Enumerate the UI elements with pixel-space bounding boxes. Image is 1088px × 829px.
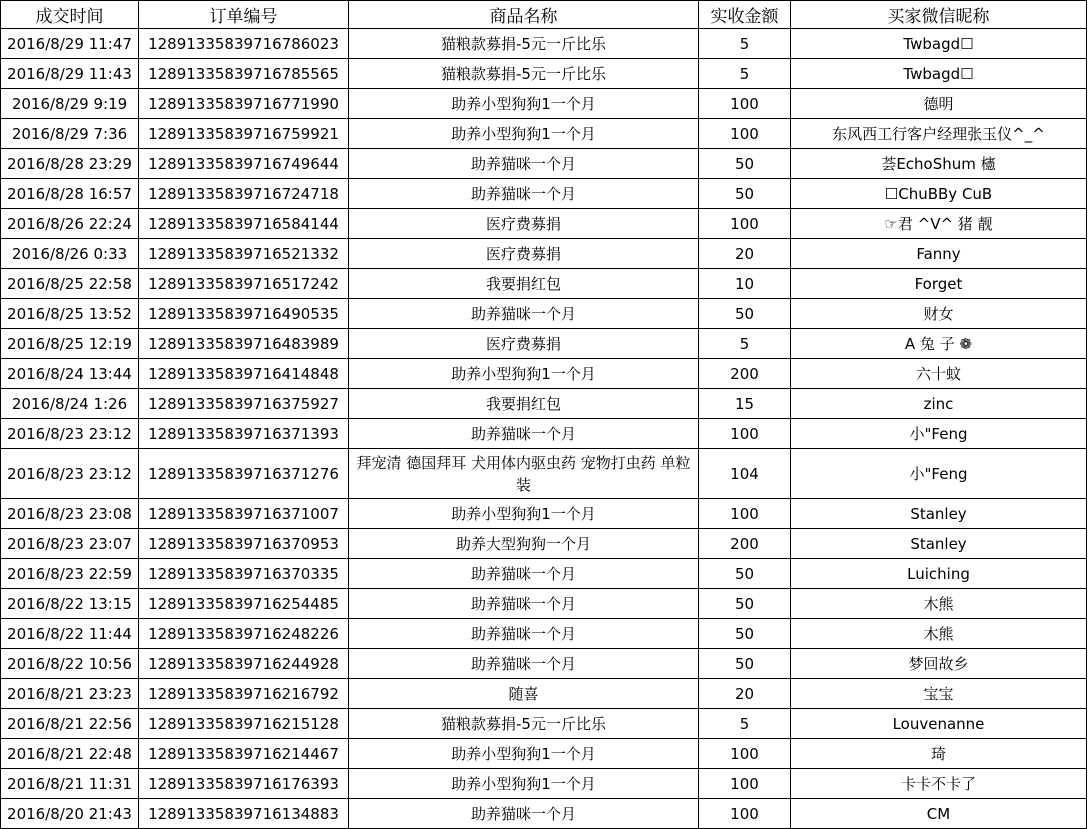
cell-order-id: 12891335839716248226 xyxy=(139,619,349,649)
cell-amount: 15 xyxy=(699,389,791,419)
cell-amount: 5 xyxy=(699,329,791,359)
cell-product: 助养大型狗狗一个月 xyxy=(349,529,699,559)
cell-order-id: 12891335839716759921 xyxy=(139,119,349,149)
cell-product: 医疗费募捐 xyxy=(349,239,699,269)
table-row xyxy=(1,769,1087,799)
table-row xyxy=(1,799,1087,829)
cell-order-id: 12891335839716785565 xyxy=(139,59,349,89)
cell-order-id: 12891335839716786023 xyxy=(139,29,349,59)
table-row xyxy=(1,529,1087,559)
cell-product: 助养小型狗狗1一个月 xyxy=(349,119,699,149)
cell-time: 2016/8/21 11:31 xyxy=(1,769,139,799)
cell-product: 助养猫咪一个月 xyxy=(349,619,699,649)
cell-amount: 50 xyxy=(699,559,791,589)
cell-time: 2016/8/24 13:44 xyxy=(1,359,139,389)
cell-amount: 50 xyxy=(699,589,791,619)
cell-product: 助养小型狗狗1一个月 xyxy=(349,769,699,799)
cell-buyer: 财女 xyxy=(791,299,1087,329)
table-row xyxy=(1,29,1087,59)
header-row xyxy=(1,1,1087,29)
table-header xyxy=(1,1,1087,29)
table-row xyxy=(1,389,1087,419)
cell-amount: 104 xyxy=(699,449,791,499)
header-product: 商品名称 xyxy=(349,1,699,29)
cell-buyer: Twbagd☐ xyxy=(791,59,1087,89)
cell-order-id: 12891335839716134883 xyxy=(139,799,349,829)
table-row xyxy=(1,359,1087,389)
cell-time: 2016/8/25 13:52 xyxy=(1,299,139,329)
cell-order-id: 12891335839716517242 xyxy=(139,269,349,299)
cell-product: 助养猫咪一个月 xyxy=(349,179,699,209)
cell-order-id: 12891335839716584144 xyxy=(139,209,349,239)
header-time: 成交时间 xyxy=(1,1,139,29)
table-row xyxy=(1,119,1087,149)
cell-product: 我要捐红包 xyxy=(349,389,699,419)
cell-buyer: 琦 xyxy=(791,739,1087,769)
cell-time: 2016/8/23 23:12 xyxy=(1,419,139,449)
cell-amount: 20 xyxy=(699,239,791,269)
cell-time: 2016/8/23 23:08 xyxy=(1,499,139,529)
cell-amount: 10 xyxy=(699,269,791,299)
cell-buyer: 小"Feng xyxy=(791,449,1087,499)
cell-amount: 200 xyxy=(699,359,791,389)
cell-amount: 100 xyxy=(699,769,791,799)
cell-order-id: 12891335839716414848 xyxy=(139,359,349,389)
table-row xyxy=(1,419,1087,449)
cell-buyer: ☞君 ^V^ 猪 靓 xyxy=(791,209,1087,239)
cell-time: 2016/8/25 22:58 xyxy=(1,269,139,299)
cell-time: 2016/8/29 7:36 xyxy=(1,119,139,149)
cell-time: 2016/8/22 11:44 xyxy=(1,619,139,649)
cell-time: 2016/8/26 0:33 xyxy=(1,239,139,269)
table-row xyxy=(1,739,1087,769)
cell-buyer: ☐ChuBBy CuB xyxy=(791,179,1087,209)
cell-amount: 100 xyxy=(699,209,791,239)
table-row xyxy=(1,269,1087,299)
table-row xyxy=(1,449,1087,499)
cell-time: 2016/8/21 23:23 xyxy=(1,679,139,709)
cell-buyer: Fanny xyxy=(791,239,1087,269)
cell-product: 拜宠清 德国拜耳 犬用体内驱虫药 宠物打虫药 单粒装 xyxy=(349,449,699,499)
cell-buyer: 木熊 xyxy=(791,619,1087,649)
cell-amount: 100 xyxy=(699,89,791,119)
cell-buyer: 木熊 xyxy=(791,589,1087,619)
cell-product: 助养猫咪一个月 xyxy=(349,149,699,179)
cell-product: 随喜 xyxy=(349,679,699,709)
cell-amount: 50 xyxy=(699,619,791,649)
cell-time: 2016/8/28 16:57 xyxy=(1,179,139,209)
cell-product: 助养小型狗狗1一个月 xyxy=(349,499,699,529)
cell-product: 猫粮款募捐-5元一斤比乐 xyxy=(349,29,699,59)
cell-buyer: zinc xyxy=(791,389,1087,419)
cell-product: 医疗费募捐 xyxy=(349,329,699,359)
cell-product: 助养猫咪一个月 xyxy=(349,559,699,589)
header-order-id: 订单编号 xyxy=(139,1,349,29)
cell-buyer: A 兔 子 ❁ xyxy=(791,329,1087,359)
cell-buyer: 卡卡不卡了 xyxy=(791,769,1087,799)
cell-time: 2016/8/23 22:59 xyxy=(1,559,139,589)
table-row xyxy=(1,499,1087,529)
cell-order-id: 12891335839716749644 xyxy=(139,149,349,179)
table-row xyxy=(1,89,1087,119)
cell-amount: 50 xyxy=(699,149,791,179)
cell-amount: 100 xyxy=(699,419,791,449)
cell-product: 助养小型狗狗1一个月 xyxy=(349,739,699,769)
table-row xyxy=(1,179,1087,209)
table-row xyxy=(1,329,1087,359)
cell-order-id: 12891335839716371276 xyxy=(139,449,349,499)
table-row xyxy=(1,209,1087,239)
cell-amount: 100 xyxy=(699,499,791,529)
cell-amount: 5 xyxy=(699,59,791,89)
cell-time: 2016/8/29 9:19 xyxy=(1,89,139,119)
cell-time: 2016/8/22 13:15 xyxy=(1,589,139,619)
cell-buyer: 梦回故乡 xyxy=(791,649,1087,679)
cell-buyer: CM xyxy=(791,799,1087,829)
cell-product: 助养猫咪一个月 xyxy=(349,589,699,619)
cell-buyer: Luiching xyxy=(791,559,1087,589)
table-row xyxy=(1,59,1087,89)
table-row xyxy=(1,559,1087,589)
cell-time: 2016/8/21 22:56 xyxy=(1,709,139,739)
cell-buyer: Forget xyxy=(791,269,1087,299)
cell-order-id: 12891335839716483989 xyxy=(139,329,349,359)
cell-buyer: Stanley xyxy=(791,529,1087,559)
cell-buyer: Stanley xyxy=(791,499,1087,529)
cell-product: 助养猫咪一个月 xyxy=(349,299,699,329)
cell-buyer: 东风西工行客户经理张玉仪^_^ xyxy=(791,119,1087,149)
cell-order-id: 12891335839716216792 xyxy=(139,679,349,709)
cell-product: 猫粮款募捐-5元一斤比乐 xyxy=(349,709,699,739)
table-row xyxy=(1,649,1087,679)
cell-order-id: 12891335839716214467 xyxy=(139,739,349,769)
cell-order-id: 12891335839716371393 xyxy=(139,419,349,449)
cell-time: 2016/8/20 21:43 xyxy=(1,799,139,829)
cell-order-id: 12891335839716375927 xyxy=(139,389,349,419)
cell-product: 医疗费募捐 xyxy=(349,209,699,239)
cell-order-id: 12891335839716370953 xyxy=(139,529,349,559)
cell-amount: 100 xyxy=(699,799,791,829)
header-buyer: 买家微信昵称 xyxy=(791,1,1087,29)
cell-buyer: Twbagd☐ xyxy=(791,29,1087,59)
table-row xyxy=(1,589,1087,619)
cell-buyer: 宝宝 xyxy=(791,679,1087,709)
cell-order-id: 12891335839716244928 xyxy=(139,649,349,679)
cell-product: 助养小型狗狗1一个月 xyxy=(349,359,699,389)
cell-amount: 5 xyxy=(699,709,791,739)
cell-time: 2016/8/29 11:43 xyxy=(1,59,139,89)
cell-buyer: Louvenanne xyxy=(791,709,1087,739)
cell-buyer: 小"Feng xyxy=(791,419,1087,449)
cell-buyer: 德明 xyxy=(791,89,1087,119)
table-row xyxy=(1,619,1087,649)
cell-product: 助养猫咪一个月 xyxy=(349,649,699,679)
cell-time: 2016/8/26 22:24 xyxy=(1,209,139,239)
cell-order-id: 12891335839716370335 xyxy=(139,559,349,589)
cell-buyer: 六十蚊 xyxy=(791,359,1087,389)
cell-buyer: 荟EchoShum 櫶 xyxy=(791,149,1087,179)
cell-product: 猫粮款募捐-5元一斤比乐 xyxy=(349,59,699,89)
cell-amount: 100 xyxy=(699,119,791,149)
cell-amount: 50 xyxy=(699,179,791,209)
table-row xyxy=(1,679,1087,709)
cell-time: 2016/8/23 23:12 xyxy=(1,449,139,499)
cell-amount: 20 xyxy=(699,679,791,709)
table-row xyxy=(1,299,1087,329)
header-amount: 实收金额 xyxy=(699,1,791,29)
cell-product: 助养猫咪一个月 xyxy=(349,799,699,829)
cell-time: 2016/8/25 12:19 xyxy=(1,329,139,359)
cell-order-id: 12891335839716490535 xyxy=(139,299,349,329)
cell-product: 我要捐红包 xyxy=(349,269,699,299)
cell-product: 助养猫咪一个月 xyxy=(349,419,699,449)
cell-time: 2016/8/28 23:29 xyxy=(1,149,139,179)
cell-time: 2016/8/21 22:48 xyxy=(1,739,139,769)
cell-order-id: 12891335839716254485 xyxy=(139,589,349,619)
cell-product: 助养小型狗狗1一个月 xyxy=(349,89,699,119)
table-row xyxy=(1,709,1087,739)
cell-order-id: 12891335839716521332 xyxy=(139,239,349,269)
table-body xyxy=(1,29,1087,829)
cell-time: 2016/8/24 1:26 xyxy=(1,389,139,419)
cell-amount: 50 xyxy=(699,299,791,329)
cell-amount: 200 xyxy=(699,529,791,559)
cell-amount: 50 xyxy=(699,649,791,679)
cell-order-id: 12891335839716215128 xyxy=(139,709,349,739)
cell-time: 2016/8/23 23:07 xyxy=(1,529,139,559)
cell-order-id: 12891335839716176393 xyxy=(139,769,349,799)
cell-time: 2016/8/22 10:56 xyxy=(1,649,139,679)
cell-time: 2016/8/29 11:47 xyxy=(1,29,139,59)
cell-order-id: 12891335839716771990 xyxy=(139,89,349,119)
table-row xyxy=(1,239,1087,269)
table-row xyxy=(1,149,1087,179)
cell-amount: 100 xyxy=(699,739,791,769)
cell-amount: 5 xyxy=(699,29,791,59)
cell-order-id: 12891335839716371007 xyxy=(139,499,349,529)
cell-order-id: 12891335839716724718 xyxy=(139,179,349,209)
